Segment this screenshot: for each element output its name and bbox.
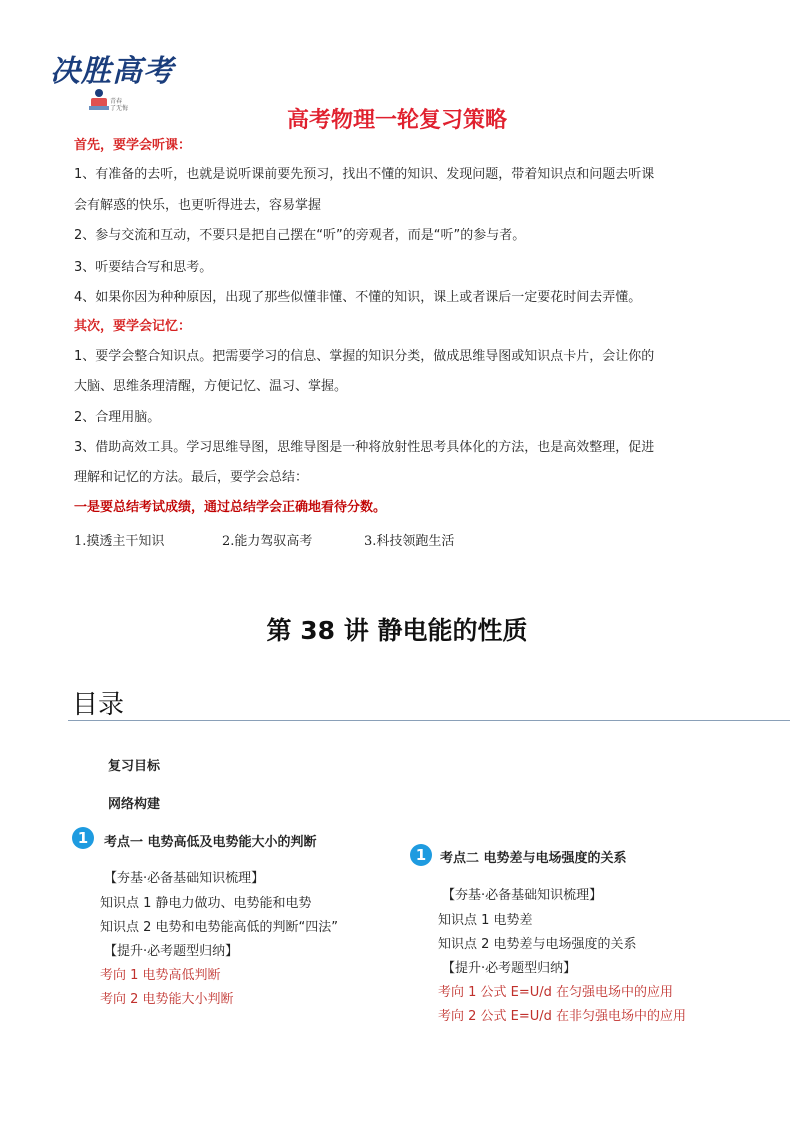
- toc-sub-item[interactable]: 【夯基·必备基础知识梳理】: [104, 871, 265, 886]
- toc-title: 目录: [72, 690, 125, 720]
- toc-sub-item[interactable]: 考向 2 公式 E=U/d 在非匀强电场中的应用: [438, 1009, 687, 1024]
- lecture-title: 第 38 讲 静电能的性质: [266, 616, 528, 645]
- toc-sub-item[interactable]: 知识点 1 静电力做功、电势能和电势: [100, 896, 312, 911]
- toc-topic-one[interactable]: 考点一 电势高低及电势能大小的判断: [104, 835, 317, 850]
- paragraph-line: 3、听要结合写和思考。: [74, 260, 213, 275]
- toc-sub-item[interactable]: 知识点 2 电势和电势能高低的判断“四法”: [100, 920, 339, 935]
- summary-highlight: 一是要总结考试成绩，通过总结学会正确地看待分数。: [74, 500, 387, 515]
- toc-network[interactable]: 网络构建: [108, 797, 161, 812]
- paragraph-line: 4、如果你因为种种原因，出现了那些似懂非懂、不懂的知识，课上或者课后一定要花时间去弄懂。: [74, 290, 642, 305]
- paragraph-line: 理解和记忆的方法。最后，要学会总结：: [74, 470, 309, 485]
- toc-sub-item[interactable]: 考向 1 公式 E=U/d 在匀强电场中的应用: [438, 985, 674, 1000]
- summary-item: 1.摸透主干知识: [74, 534, 165, 549]
- paragraph-line: 3、借助高效工具。学习思维导图，思维导图是一种将放射性思考具体化的方法，也是高效整理，促进: [74, 440, 655, 455]
- toc-sub-item[interactable]: 【提升·必考题型归纳】: [104, 944, 239, 959]
- toc-sub-item[interactable]: 【夯基·必备基础知识梳理】: [442, 888, 603, 903]
- page-title: 高考物理一轮复习策略: [286, 108, 507, 133]
- number-badge: 1: [72, 827, 94, 849]
- logo-subtext: 青春 了无悔: [110, 98, 129, 112]
- toc-sub-item[interactable]: 考向 2 电势能大小判断: [100, 992, 234, 1007]
- paragraph-line: 2、参与交流和互动，不要只是把自己摆在“听”的旁观者，而是“听”的参与者。: [74, 228, 526, 243]
- toc-topic-two[interactable]: 考点二 电势差与电场强度的关系: [440, 851, 627, 866]
- summary-item: 2.能力驾驭高考: [222, 534, 313, 549]
- paragraph-line: 大脑、思维条理清醒，方便记忆、温习、掌握。: [74, 379, 348, 394]
- paragraph-line: 2、合理用脑。: [74, 410, 161, 425]
- toc-sub-item[interactable]: 知识点 2 电势差与电场强度的关系: [438, 937, 637, 952]
- toc-sub-item[interactable]: 考向 1 电势高低判断: [100, 968, 221, 983]
- paragraph-line: 会有解惑的快乐，也更听得进去，容易掌握: [74, 198, 322, 213]
- summary-item: 3.科技领跑生活: [364, 534, 455, 549]
- first-heading: 首先，要学会听课：: [74, 138, 192, 153]
- paragraph-line: 1、有准备的去听，也就是说听课前要先预习，找出不懂的知识、发现问题，带着知识点和问题去听课: [74, 167, 655, 182]
- toc-review-goals[interactable]: 复习目标: [108, 759, 161, 774]
- toc-sub-item[interactable]: 知识点 1 电势差: [438, 913, 533, 928]
- paragraph-line: 1、要学会整合知识点。把需要学习的信息、掌握的知识分类，做成思维导图或知识点卡片，会让你的: [74, 349, 655, 364]
- toc-divider: [68, 720, 790, 721]
- second-heading: 其次，要学会记忆：: [74, 319, 192, 334]
- number-badge: 1: [410, 844, 432, 866]
- toc-sub-item[interactable]: 【提升·必考题型归纳】: [442, 961, 577, 976]
- logo-text: 决胜高考: [50, 54, 174, 89]
